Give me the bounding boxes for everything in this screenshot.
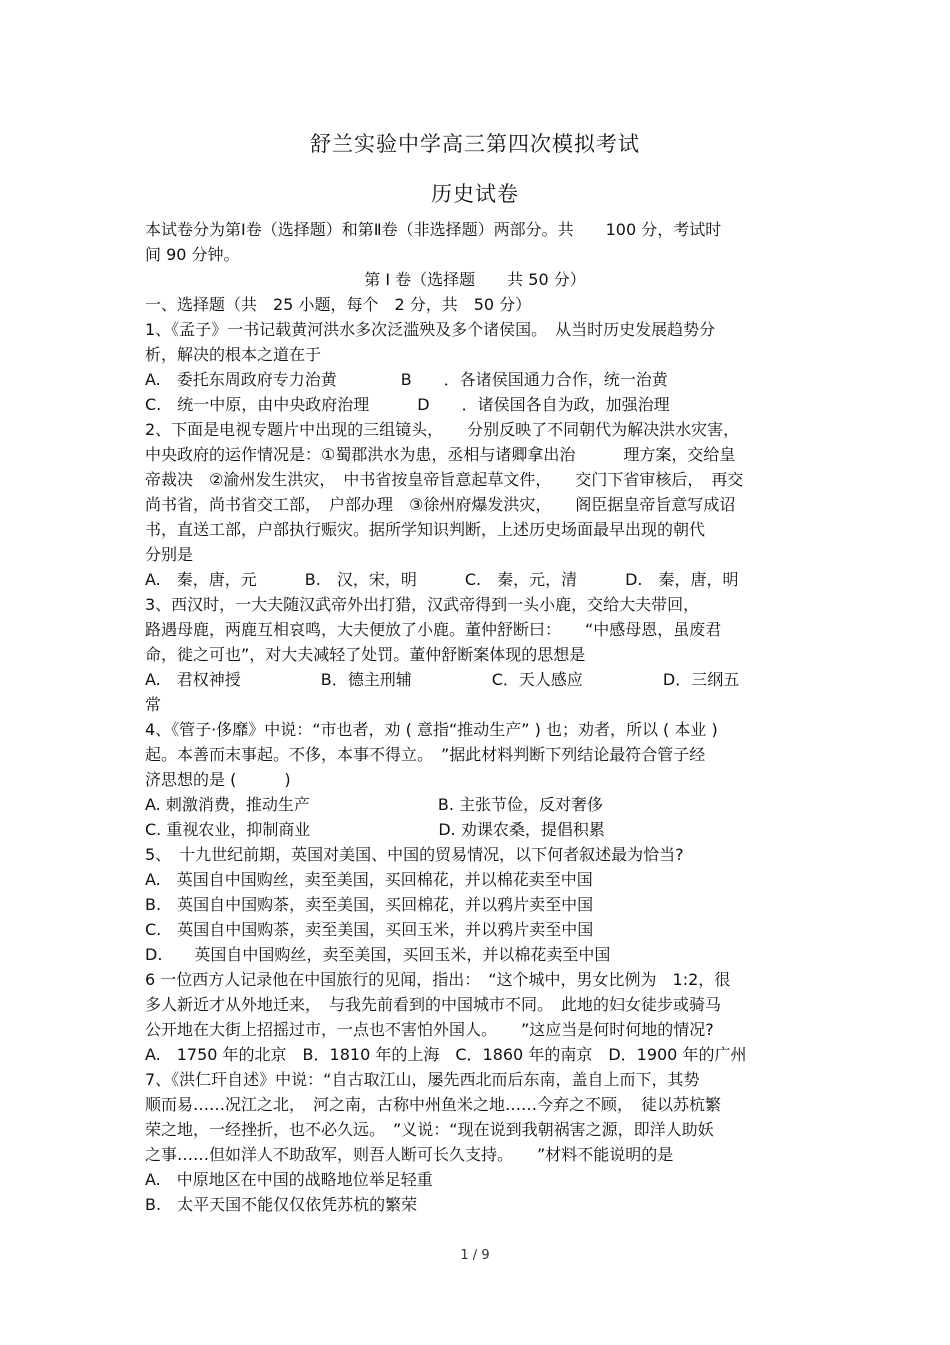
part-heading: 一、选择题（共 25 小题，每个 2 分，共 50 分） [145,295,532,314]
question-7-stem-cont: 顺而易……况江之北， 河之南，古称中州鱼米之地……今弃之不顾， 徒以苏杭繁 [145,1095,722,1114]
question-7-stem: 7、《洪仁玕自述》中说：“自古取江山，屡先西北而后东南，盖自上而下，其势 [145,1070,700,1089]
question-5-option-d: D. 英国自中国购丝，卖至美国，买回玉米，并以棉花卖至中国 [145,945,611,964]
question-6-stem-cont: 多人新近才从外地迁来， 与我先前看到的中国城市不同。 此地的妇女徒步或骑马 [145,995,722,1014]
question-2-stem-cont: 帝裁决 ②渝州发生洪灾， 中书省按皇帝旨意起草文件， 交门下省审核后， 再交 [145,470,744,489]
intro-line-1: 本试卷分为第Ⅰ卷（选择题）和第Ⅱ卷（非选择题）两部分。共 100 分，考试时 [145,220,722,239]
question-5-stem: 5、 十九世纪前期，英国对美国、中国的贸易情况，以下何者叙述最为恰当? [145,845,684,864]
question-7-option-a: A. 中原地区在中国的战略地位举足轻重 [145,1170,433,1189]
question-1-options-cd: C. 统一中原，由中央政府治理 D ．诸侯国各自为政，加强治理 [145,395,670,414]
question-2-options: A. 秦，唐，元 B. 汉，宋，明 C. 秦，元，清 D. 秦，唐，明 [145,570,739,589]
question-2-stem-cont: 分别是 [145,545,194,564]
question-1-options-ab: A. 委托东周政府专力治黄 B ．各诸侯国通力合作，统一治黄 [145,370,668,389]
question-2-stem: 2、下面是电视专题片中出现的三组镜头， 分别反映了不同朝代为解决洪水灾害， [145,420,740,439]
question-7-stem-cont: 之事……但如洋人不助敌军，则吾人断可长久支持。 ”材料不能说明的是 [145,1145,674,1164]
question-1-stem: 1、《孟子》一书记载黄河洪水多次泛滥殃及多个诸侯国。 从当时历史发展趋势分 [145,320,716,339]
question-2-stem-cont: 书，直送工部，户部执行赈灾。据所学知识判断，上述历史场面最早出现的朝代 [145,520,706,539]
exam-title: 舒兰实验中学高三第四次模拟考试 [310,132,640,156]
question-5-option-a: A. 英国自中国购丝，卖至美国，买回棉花，并以棉花卖至中国 [145,870,593,889]
question-4-options-cd: C. 重视农业，抑制商业 D. 劝课农桑，提倡积累 [145,820,605,839]
exam-subtitle: 历史试卷 [431,182,519,206]
section-heading: 第 Ⅰ 卷（选择题 共 50 分） [364,270,586,289]
question-7-stem-cont: 荣之地，一经挫折，也不必久远。 ”义说：“现在说到我朝祸害之源，即洋人助妖 [145,1120,714,1139]
question-6-stem: 6 一位西方人记录他在中国旅行的见闻，指出： “这个城中，男女比例为 1:2，很 [145,970,731,989]
question-5-option-b: B. 英国自中国购茶，卖至美国，买回棉花，并以鸦片卖至中国 [145,895,594,914]
page-number: 1 / 9 [460,1248,490,1263]
question-3-stem-cont: 路遇母鹿，两鹿互相哀鸣，大夫便放了小鹿。董仲舒断曰： “中感母恩，虽废君 [145,620,722,639]
question-3-stem-cont: 命，徙之可也”，对大夫减轻了处罚。董仲舒断案体现的思想是 [145,645,586,664]
intro-line-2: 间 90 分钟。 [145,245,240,264]
question-3-options-cont: 常 [145,695,162,714]
question-1-stem-cont: 析，解决的根本之道在于 [145,345,322,364]
question-3-options: A. 君权神授 B．德主刑辅 C．天人感应 D．三纲五 [145,670,740,689]
question-4-options-ab: A. 刺激消费，推动生产 B. 主张节俭，反对奢侈 [145,795,603,814]
question-4-stem: 4、《管子·侈靡》中说：“市也者，劝 ( 意指“推动生产” ) 也；劝者，所以 ( 本业 ) [145,720,718,739]
question-4-stem-cont: 济思想的是 ( ) [145,770,291,789]
question-7-option-b: B. 太平天国不能仅仅依凭苏杭的繁荣 [145,1195,418,1214]
question-4-stem-cont: 起。本善而末事起。不侈，本事不得立。 ”据此材料判断下列结论最符合管子经 [145,745,706,764]
question-5-option-c: C. 英国自中国购茶，卖至美国，买回玉米，并以鸦片卖至中国 [145,920,594,939]
question-3-stem: 3、西汉时，一大夫随汉武帝外出打猎，汉武帝得到一头小鹿，交给大夫带回， [145,595,700,614]
question-2-stem-cont: 尚书省，尚书省交工部， 户部办理 ③徐州府爆发洪灾， 阁臣据皇帝旨意写成诏 [145,495,736,514]
question-2-stem-cont: 中央政府的运作情况是：①蜀郡洪水为患，丞相与诸卿拿出治 理方案，交给皇 [145,445,736,464]
question-6-stem-cont: 公开地在大街上招摇过市，一点也不害怕外国人。 ”这应当是何时何地的情况? [145,1020,714,1039]
question-6-options: A. 1750 年的北京 B．1810 年的上海 C．1860 年的南京 D．1900 年的广州 [145,1045,747,1064]
